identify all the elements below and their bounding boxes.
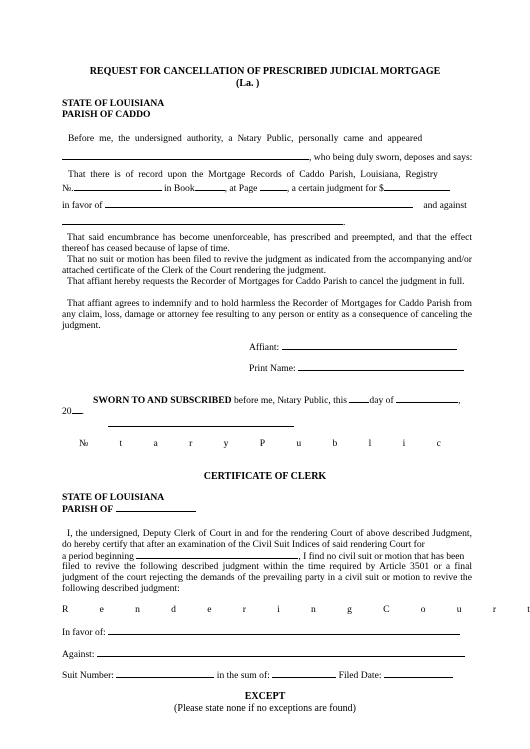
registry-line: [62, 182, 450, 194]
in-favor-field[interactable]: [105, 199, 413, 208]
affiant-label: Affiant:: [249, 342, 280, 353]
notary-letter: P: [259, 438, 266, 449]
form-title-citation: (La. ): [236, 78, 260, 89]
period: .: [343, 217, 346, 228]
notary-letter: r: [189, 438, 193, 449]
clerk-against-label: Against:: [62, 649, 95, 660]
affiant-signature-field[interactable]: [282, 341, 457, 350]
print-name-field[interactable]: [298, 362, 464, 371]
notary-letter: b: [332, 438, 338, 449]
clerk-in-favor-label: In favor of:: [62, 627, 106, 638]
rendering-letter: n: [135, 604, 140, 615]
suit-number-label: Suit Number:: [62, 670, 114, 681]
certificate-title: CERTIFICATE OF CLERK: [203, 471, 327, 482]
sworn-text: , who being duly sworn, deposes and says:: [309, 152, 473, 163]
parish-heading: PARISH OF CADDO: [62, 109, 151, 120]
notary-signature-line[interactable]: [108, 426, 294, 427]
judgment-amount-field[interactable]: [384, 182, 450, 191]
period: .: [81, 406, 84, 417]
rendering-letter: e: [207, 604, 212, 615]
period-beginning-field[interactable]: [136, 550, 298, 559]
filed-date-label: Filed Date:: [338, 670, 382, 681]
notary-letter: t: [119, 438, 123, 449]
para-indemnify: That affiant agrees to indemnify and to hold harmless the Recorder of Mortgages for Caddo Parish from any claim, loss, damage or attorney fee resulting to any person or entity as a consequence of canceling the judgment.: [62, 298, 472, 331]
except-note: (Please state none if no exceptions are found): [174, 703, 356, 714]
book-label: in Book: [163, 183, 195, 194]
and-against-label: and against: [423, 200, 467, 211]
rendering-letter: r: [492, 604, 497, 615]
notary-letter: u: [296, 438, 302, 449]
judgment-amount-label: , a certain judgment for $: [286, 183, 384, 194]
appeared-line: [62, 151, 472, 163]
clerk-para-b: filed to revive the following described judgment within the time required by Article 3501 or a final judgment of the court rejecting the demands of the prevailing party in a civil suit or motion to revive the following described judgment:: [62, 561, 472, 594]
para-unenforceable: That said encumbrance has become unenforceable, has prescribed and preempted, and that the effect thereof has ceased because of lapse of time.: [62, 232, 472, 254]
clerk-in-favor-line: [62, 626, 460, 638]
against-field[interactable]: [62, 216, 343, 225]
except-title: EXCEPT: [244, 691, 286, 702]
notary-letter: a: [153, 438, 158, 449]
affiant-line: [249, 341, 457, 353]
para-request: That affiant hereby requests the Recorder of Mortgages for Caddo Parish to cancel the judgment in full.: [67, 276, 465, 287]
rendering-letter: g: [347, 604, 352, 615]
year-field[interactable]: [72, 405, 82, 414]
state-heading: STATE OF LOUISIANA: [62, 98, 165, 109]
favor-line: [62, 199, 467, 211]
rendering-letter: e: [99, 604, 104, 615]
registry-no-label: №.: [62, 183, 74, 194]
print-name-label: Print Name:: [249, 363, 296, 374]
against-line: [62, 216, 345, 228]
clerk-para-a: I, the undersigned, Deputy Clerk of Court in and for the rendering Court of above described Judgment, do hereby certify that after an examination of the Civil Suit Indices of said rendering Court for: [62, 528, 472, 550]
book-field[interactable]: [195, 182, 225, 191]
day-of-label: day of: [369, 395, 394, 406]
rendering-letter: C: [383, 604, 390, 615]
sworn-line: [93, 394, 460, 406]
comma: ,: [458, 395, 461, 406]
rendering-letter: i: [277, 604, 280, 615]
suit-number-line: [62, 669, 453, 681]
clerk-against-field[interactable]: [97, 648, 465, 657]
para-no-suit: That no suit or motion has been filed to revive the judgment as indicated from the accompanying and/or attached certificate of the Clerk of the Court rendering the judgment.: [62, 254, 472, 276]
notary-letter: y: [223, 438, 229, 449]
rendering-letter: r: [242, 604, 246, 615]
rendering-letter: R: [62, 604, 69, 615]
notary-letter: c: [436, 438, 441, 449]
print-name-line: [249, 362, 464, 374]
in-favor-label: in favor of: [62, 200, 103, 211]
rendering-letter: t: [527, 604, 530, 615]
form-title: REQUEST FOR CANCELLATION OF PRESCRIBED JUDICIAL MORTGAGE: [89, 66, 441, 77]
clerk-against-line: [62, 648, 465, 660]
page-label: , at Page: [224, 183, 258, 194]
sum-field[interactable]: [272, 669, 336, 678]
clerk-in-favor-field[interactable]: [108, 626, 460, 635]
rendering-letter: d: [171, 604, 176, 615]
suit-number-field[interactable]: [116, 669, 214, 678]
sworn-bold: SWORN TO AND SUBSCRIBED: [93, 395, 232, 406]
clerk-find-text: , I find no civil suit or motion that has been: [298, 551, 465, 562]
appearance-text: Before me, the undersigned authority, a №tary Public, personally came and appeared: [68, 133, 423, 144]
period-beginning-label: a period beginning: [62, 551, 134, 562]
rendering-letter: n: [311, 604, 316, 615]
year-prefix: 20: [62, 406, 72, 417]
rendering-court-line: [62, 604, 530, 615]
year-line: [62, 405, 84, 417]
rendering-letter: o: [420, 604, 426, 615]
filed-date-field[interactable]: [384, 669, 453, 678]
cert-parish-field[interactable]: [116, 503, 196, 512]
registry-no-field[interactable]: [74, 182, 162, 191]
record-text: That there is of record upon the Mortgage Records of Caddo Parish, Louisiana, Registry: [68, 169, 438, 180]
appeared-name-field[interactable]: [62, 151, 309, 160]
notary-letter: i: [402, 438, 406, 449]
month-field[interactable]: [396, 394, 458, 403]
notary-letter: l: [368, 438, 372, 449]
rendering-letter: u: [456, 604, 462, 615]
page-field[interactable]: [260, 182, 287, 191]
cert-parish-line: [62, 503, 196, 515]
cert-parish-label: PARISH OF: [62, 504, 114, 515]
notary-label: [79, 438, 441, 449]
sworn-rest: before me, №tary Public, this: [233, 395, 347, 406]
notary-letter: №: [79, 438, 89, 449]
cert-state-heading: STATE OF LOUISIANA: [62, 492, 165, 503]
in-sum-label: in the sum of:: [216, 670, 270, 681]
day-field[interactable]: [349, 394, 369, 403]
